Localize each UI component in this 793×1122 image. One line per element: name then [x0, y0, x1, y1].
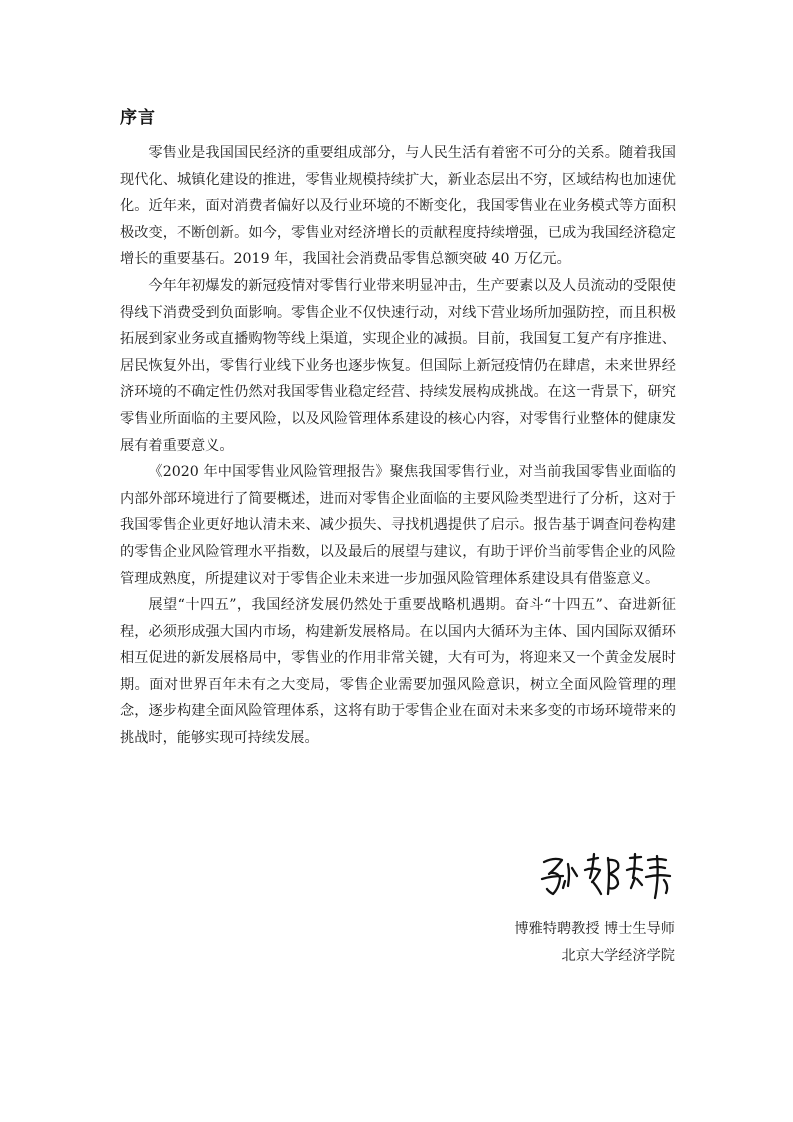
paragraph-4: 展望“十四五”，我国经济发展仍然处于重要战略机遇期。奋斗“十四五”、奋进新征程，必须形成强大国内市场，构建新发展格局。在以国内大循环为主体、国内国际双循环相互促进的新发展格局中，零售业的作用非常关键，大有可为，将迎来又一个黄金发展时期。面对世界百年未有之大变局，零售企业需要加强风险意识，树立全面风险管理的理念，逐步构建全面风险管理体系，这将有助于零售企业在面对未来多变的市场环境带来的挑战时，能够实现可持续发展。: [120, 597, 676, 747]
author-affiliation: 北京大学经济学院: [561, 948, 675, 964]
handwritten-signature: [538, 848, 688, 904]
body-text: [120, 140, 676, 752]
paragraph-3: 《2020 年中国零售业风险管理报告》聚焦我国零售行业，对当前我国零售业面临的内部外部环境进行了简要概述，进而对零售企业面临的主要风险类型进行了分析，这对于我国零售企业更好地认清未来、减少损失、寻找机遇提供了启示。报告基于调查问卷构建的零售企业风险管理水平指数，以及最后的展望与建议，有助于评价当前零售企业的风险管理成熟度，所提建议对于零售企业未来进一步加强风险管理体系建设具有借鉴意义。: [120, 464, 676, 587]
paragraph-2: 今年年初爆发的新冠疫情对零售行业带来明显冲击，生产要素以及人员流动的受限使得线下消费受到负面影响。零售企业不仅快速行动，对线下营业场所加强防控，而且积极拓展到家业务或直播购物等线上渠道，实现企业的减损。目前，我国复工复产有序推进、居民恢复外出，零售行业线下业务也逐步恢复。但国际上新冠疫情仍在肆虐，未来世界经济环境的不确定性仍然对我国零售业稳定经营、持续发展构成挑战。在这一背景下，研究零售业所面临的主要风险，以及风险管理体系建设的核心内容，对零售行业整体的健康发展有着重要意义。: [120, 277, 676, 454]
author-title: 博雅特聘教授 博士生导师: [514, 921, 675, 937]
page-title: 序言: [120, 108, 156, 128]
paragraph-1: 零售业是我国国民经济的重要组成部分，与人民生活有着密不可分的关系。随着我国现代化、城镇化建设的推进，零售业规模持续扩大，新业态层出不穷，区域结构也加速优化。近年来，面对消费者偏好以及行业环境的不断变化，我国零售业在业务模式等方面积极改变，不断创新。如今，零售业对经济增长的贡献程度持续增强，已成为我国经济稳定增长的重要基石。2019 年，我国社会消费品零售总额突破 40 万亿元。: [120, 145, 676, 268]
